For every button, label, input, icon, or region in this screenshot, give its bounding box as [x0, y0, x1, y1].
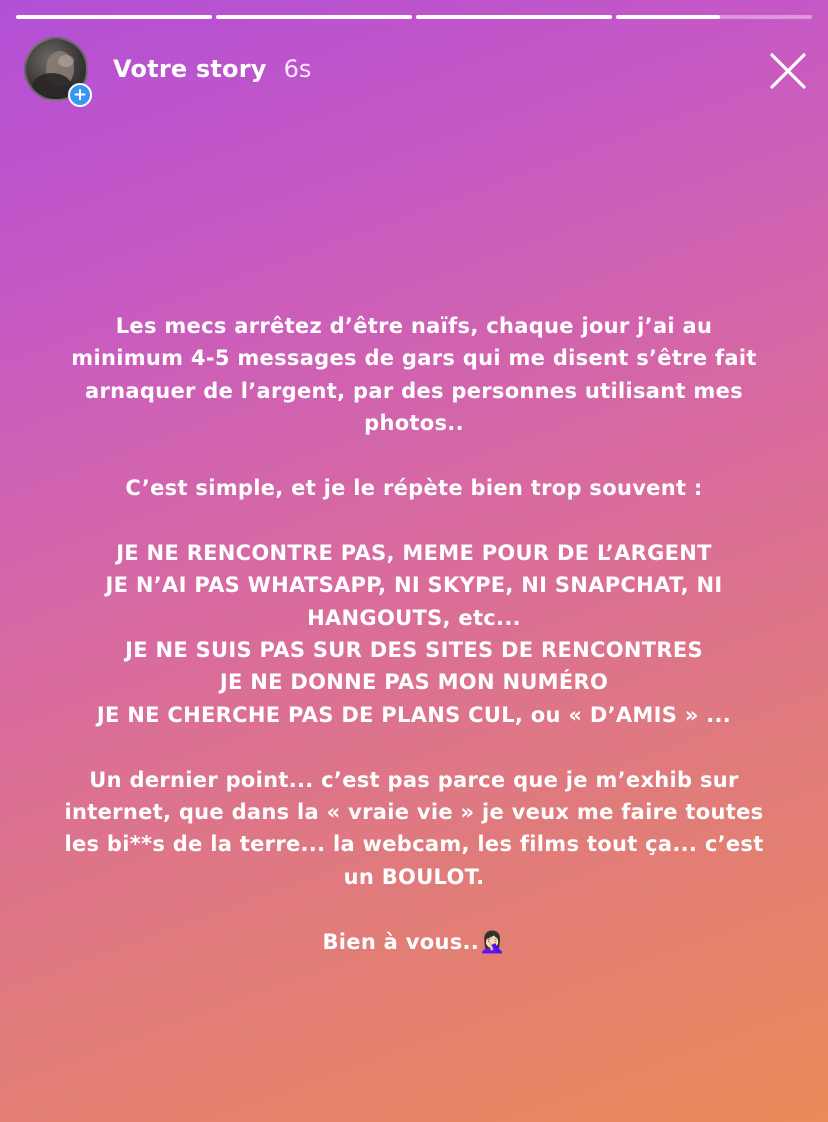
story-text-line: minimum 4-5 messages de gars qui me disent s’être fait — [71, 346, 757, 371]
story-text-line: JE NE RENCONTRE PAS, MEME POUR DE L’ARGENT — [116, 540, 712, 565]
progress-segment — [16, 15, 212, 19]
story-text-line: arnaquer de l’argent, par des personnes utilisant mes — [85, 378, 743, 403]
progress-segment — [416, 15, 612, 19]
paragraph-gap — [40, 731, 788, 763]
progress-fill — [16, 15, 212, 19]
story-text-line: JE NE CHERCHE PAS DE PLANS CUL, ou « D’AMIS » ... — [96, 702, 732, 727]
progress-fill — [216, 15, 412, 19]
story-text-line: les bi**s de la terre... la webcam, les films tout ça... c’est — [64, 832, 764, 857]
progress-fill — [616, 15, 720, 19]
story-progress-bar — [16, 15, 812, 20]
close-button[interactable] — [768, 51, 808, 91]
progress-segment — [216, 15, 412, 19]
story-timestamp: 6s — [283, 55, 312, 83]
story-text-line: JE N’AI PAS WHATSAPP, NI SKYPE, NI SNAPCHAT, NI — [105, 573, 723, 598]
story-text-line: JE NE DONNE PAS MON NUMÉRO — [219, 670, 609, 695]
add-plus-icon[interactable]: + — [68, 83, 92, 107]
story-text-line: C’est simple, et je le répète bien trop souvent : — [125, 476, 703, 501]
story-text-line: Un dernier point... c’est pas parce que je m’exhib sur — [89, 767, 739, 792]
progress-segment — [616, 15, 812, 19]
story-text-line: photos.. — [364, 411, 464, 436]
avatar-container[interactable] — [24, 37, 88, 105]
paragraph-gap — [40, 504, 788, 536]
story-text-line: HANGOUTS, etc... — [307, 605, 521, 630]
story-text-line: Les mecs arrêtez d’être naïfs, chaque jour j’ai au — [115, 314, 713, 338]
story-title: Votre story — [113, 55, 267, 83]
story-header — [24, 36, 808, 105]
story-text-line: JE NE SUIS PAS SUR DES SITES DE RENCONTRES — [125, 638, 703, 663]
paragraph-gap — [40, 893, 788, 925]
story-text-line: un BOULOT. — [343, 864, 485, 889]
paragraph-gap — [40, 440, 788, 472]
progress-fill — [416, 15, 612, 19]
close-icon — [768, 51, 808, 91]
story-text-line: Bien à vous..🤦🏻‍♀️ — [322, 929, 506, 954]
story-text-line: internet, que dans la « vraie vie » je veux me faire toutes — [64, 800, 764, 825]
story-text — [40, 310, 788, 958]
